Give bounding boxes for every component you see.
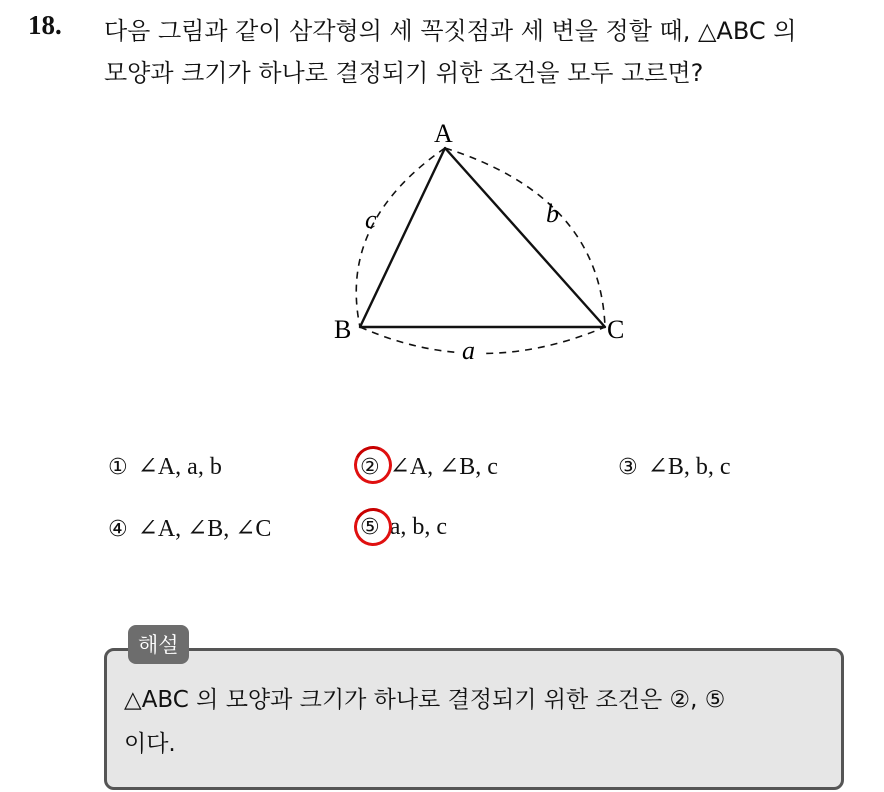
choice-5[interactable] [360, 514, 447, 541]
choice-3-number: ③ [618, 455, 638, 480]
choice-1-number: ① [108, 455, 128, 480]
choice-4[interactable] [108, 514, 271, 543]
choice-2-number: ② [360, 455, 380, 480]
side-label-b: b [546, 199, 559, 228]
question-line-1: 다음 그림과 같이 삼각형의 세 꼭짓점과 세 변을 정할 때, △ABC 의 [104, 17, 797, 45]
side-label-a: a [462, 336, 475, 365]
triangle-figure [320, 112, 640, 372]
vertex-label-a: A [434, 119, 453, 148]
choice-5-number: ⑤ [360, 515, 380, 540]
choice-1-text: ∠A, a, b [137, 454, 222, 480]
choice-4-text: ∠A, ∠B, ∠C [137, 516, 272, 542]
side-label-c: c [365, 205, 377, 234]
choice-1[interactable] [108, 452, 222, 481]
choice-4-number: ④ [108, 517, 128, 542]
question-text [104, 10, 874, 94]
vertex-label-c: C [607, 315, 625, 344]
choice-5-text: a, b, c [389, 514, 448, 540]
choice-2-text: ∠A, ∠B, c [389, 454, 498, 480]
answer-mark-5 [349, 503, 398, 552]
choice-3-text: ∠B, b, c [647, 454, 731, 480]
solution-line-2: 이다. [124, 731, 176, 757]
solution-label: 해설 [128, 625, 189, 664]
choice-3[interactable] [618, 452, 731, 481]
question-line-2: 모양과 크기가 하나로 결정되기 위한 조건을 모두 고르면? [104, 59, 704, 87]
triangle-abc [360, 148, 605, 327]
arc-a [360, 327, 605, 354]
vertex-label-b: B [334, 315, 352, 344]
solution-text [124, 678, 824, 766]
choice-2[interactable] [360, 452, 498, 481]
answer-mark-2 [349, 441, 398, 490]
question-number: 18. [28, 10, 62, 40]
solution-line-1: △ABC 의 모양과 크기가 하나로 결정되기 위한 조건은 ②, ⑤ [124, 687, 726, 713]
